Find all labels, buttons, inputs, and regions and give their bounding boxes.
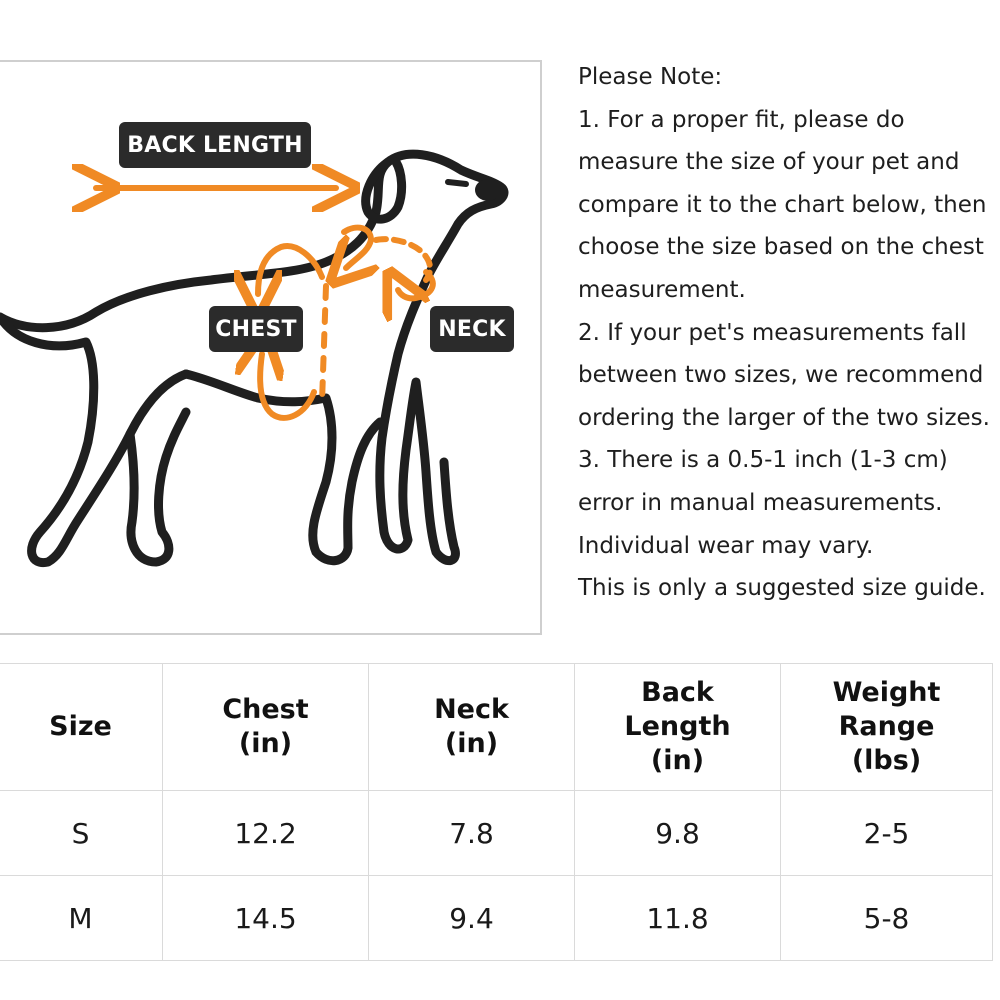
note-line: choose the size based on the chest: [578, 234, 984, 261]
back-length-label: BACK LENGTH: [119, 122, 311, 168]
cell-neck: 9.4: [369, 876, 575, 961]
note-line: 1. For a proper fit, please do: [578, 106, 905, 133]
header-neck: Neck (in): [369, 664, 575, 791]
dog-eye: [448, 182, 466, 184]
note-line: ordering the larger of the two sizes.: [578, 404, 990, 431]
cell-size: M: [0, 876, 163, 961]
note-line: compare it to the chart below, then: [578, 191, 987, 218]
dog-body-outline: [0, 154, 504, 560]
header-size: Size: [0, 664, 163, 791]
note-line: error in manual measurements.: [578, 489, 943, 516]
chest-measure-dashes: [322, 286, 326, 402]
cell-chest: 14.5: [163, 876, 369, 961]
cell-back-length: 11.8: [575, 876, 781, 961]
header-back-length: Back Length (in): [575, 664, 781, 791]
neck-label: NECK: [430, 306, 514, 352]
cell-back-length: 9.8: [575, 791, 781, 876]
dog-nose: [475, 179, 501, 201]
note-line: measure the size of your pet and: [578, 149, 960, 176]
cell-chest: 12.2: [163, 791, 369, 876]
note-line: Individual wear may vary.: [578, 532, 874, 559]
cell-size: S: [0, 791, 163, 876]
note-line: This is only a suggested size guide.: [578, 575, 986, 602]
size-chart-table: [0, 663, 993, 961]
table-row: [0, 876, 993, 961]
table-header-row: [0, 664, 993, 791]
table-row: [0, 791, 993, 876]
neck-measure-dashes: [376, 239, 430, 280]
cell-weight-range: 5-8: [781, 876, 993, 961]
header-chest: Chest (in): [163, 664, 369, 791]
note-line: Please Note:: [578, 64, 723, 90]
cell-weight-range: 2-5: [781, 791, 993, 876]
measurement-diagram: [0, 60, 542, 635]
header-weight-range: Weight Range (lbs): [781, 664, 993, 791]
cell-neck: 7.8: [369, 791, 575, 876]
note-line: between two sizes, we recommend: [578, 362, 984, 389]
note-line: 3. There is a 0.5-1 inch (1-3 cm): [578, 447, 948, 474]
note-line: 2. If your pet's measurements fall: [578, 319, 967, 346]
dog-ear-outline: [366, 162, 402, 219]
please-note-text: [578, 56, 998, 610]
chest-arrow-bottom: [260, 354, 314, 418]
chest-label: CHEST: [209, 306, 303, 352]
note-line: measurement.: [578, 276, 746, 303]
